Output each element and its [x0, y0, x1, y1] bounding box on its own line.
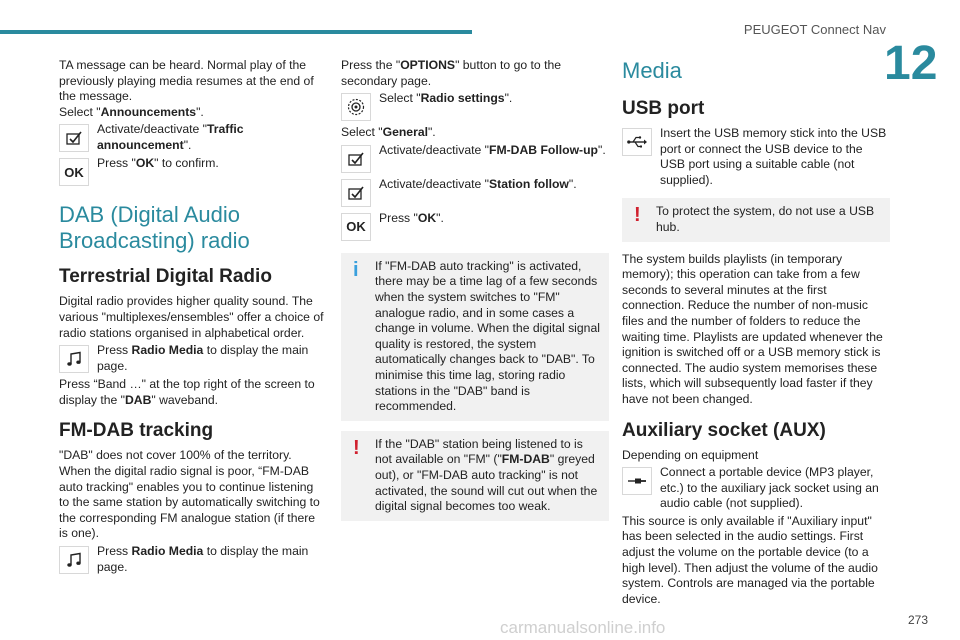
subsection-heading: USB port: [622, 98, 705, 119]
paragraph: Press the "OPTIONS" button to go to the secondary page.: [341, 58, 562, 88]
checkbox-icon: [341, 179, 371, 207]
paragraph: This source is only available if "Auxiliary input" has been selected in the audio settings. First adjust the volume on the portable device (to a high level). Then adjust the volume of the audio system. Controls are managed via the portable device.: [622, 513, 878, 606]
paragraph: Select "General".: [341, 125, 436, 140]
paragraph: Depending on equipment: [622, 447, 759, 462]
paragraph: Press “Band …" at the top right of the screen to display the "DAB" waveband.: [59, 377, 315, 407]
info-icon: i: [353, 258, 359, 281]
warning-icon: !: [353, 436, 360, 459]
section-heading: Media: [622, 58, 682, 83]
page-number: 273: [907, 613, 928, 627]
paragraph: Select "Announcements".: [59, 104, 204, 119]
radio-settings-icon: [341, 93, 371, 121]
warning-note: ! If the "DAB" station being listened to is not available on "FM" ("FM-DAB" greyed out), or "FM-DAB auto tracking" is not activated, the sound will cut out when the digital signal becomes too weak.: [341, 431, 609, 521]
info-note: i If "FM-DAB auto tracking" is activated, there may be a time lag of a few seconds when the system switches to "FM" analogue radio, and in some cases a change in volume. When the digital signal quality is restored, the system automatically changes back to "DAB". To minimise this time lag, storing radio stations in the "DAB" band is recommended.: [341, 253, 609, 421]
paragraph: TA message can be heard. Normal play of the previously playing media resumes at the end of the message.: [59, 58, 314, 104]
music-note-icon: [59, 546, 89, 574]
instruction-step: Activate/deactivate "FM-DAB Follow-up".: [341, 143, 609, 175]
subsection-heading: FM-DAB tracking: [59, 420, 214, 442]
instruction-step: Connect a portable device (MP3 player, etc.) to the auxiliary jack socket using an audio cable (not supplied).: [622, 465, 890, 512]
instruction-step: Select "Radio settings".: [341, 91, 609, 123]
ok-icon: OK: [341, 213, 371, 241]
instruction-step: Activate/deactivate "Traffic announcement".: [59, 122, 325, 154]
paragraph: "DAB" does not cover 100% of the territory. When the digital radio signal is poor, “FM-DAB auto tracking" enables you to continue listening to the same station by automatically switching to the corresponding FM analogue station (if there is one).: [59, 448, 320, 541]
watermark: carmanualsonline.info: [500, 618, 666, 637]
column-3: [622, 58, 890, 607]
checkbox-icon: [341, 145, 371, 173]
ok-icon: OK: [59, 158, 89, 186]
instruction-step: Press Radio Media to display the main page.: [59, 544, 325, 576]
instruction-step: Activate/deactivate "Station follow".: [341, 177, 609, 209]
subsection-heading: Auxiliary socket (AUX): [622, 419, 826, 441]
subsection-heading: Terrestrial Digital Radio: [59, 266, 272, 288]
instruction-step: Insert the USB memory stick into the USB port or connect the USB device to the USB port using a suitable cable (not supplied).: [622, 126, 890, 188]
paragraph: Digital radio provides higher quality sound. The various "multiplexes/ensembles" offer a choice of radio stations organised in alphabetical order.: [59, 294, 324, 340]
section-heading: DAB (Digital Audio Broadcasting) radio: [59, 202, 250, 254]
usb-icon: [622, 128, 652, 156]
instruction-step: Press Radio Media to display the main page.: [59, 343, 325, 375]
instruction-step: OK Press "OK".: [341, 211, 609, 243]
header-accent-bar: [0, 30, 472, 34]
column-1: [59, 58, 325, 578]
checkbox-icon: [59, 124, 89, 152]
header-title: PEUGEOT Connect Nav: [743, 22, 886, 37]
warning-icon: !: [634, 204, 641, 227]
jack-plug-icon: [622, 467, 652, 495]
music-note-icon: [59, 345, 89, 373]
warning-note: ! To protect the system, do not use a USB hub.: [622, 198, 890, 241]
instruction-step: OK Press "OK" to confirm.: [59, 156, 325, 188]
chapter-number: 12: [884, 37, 938, 90]
column-2: [341, 58, 609, 531]
paragraph: The system builds playlists (in temporary memory); this operation can take from a few seconds to several minutes at the first connection. Reduce the number of non-music files and the number of folders to reduce the waiting time. Playlists are updated whenever the ignition is switched off or a USB memory stick is connected. The audio system memorises these lists, which will subsequently load faster if they have not been changed.: [622, 251, 883, 406]
